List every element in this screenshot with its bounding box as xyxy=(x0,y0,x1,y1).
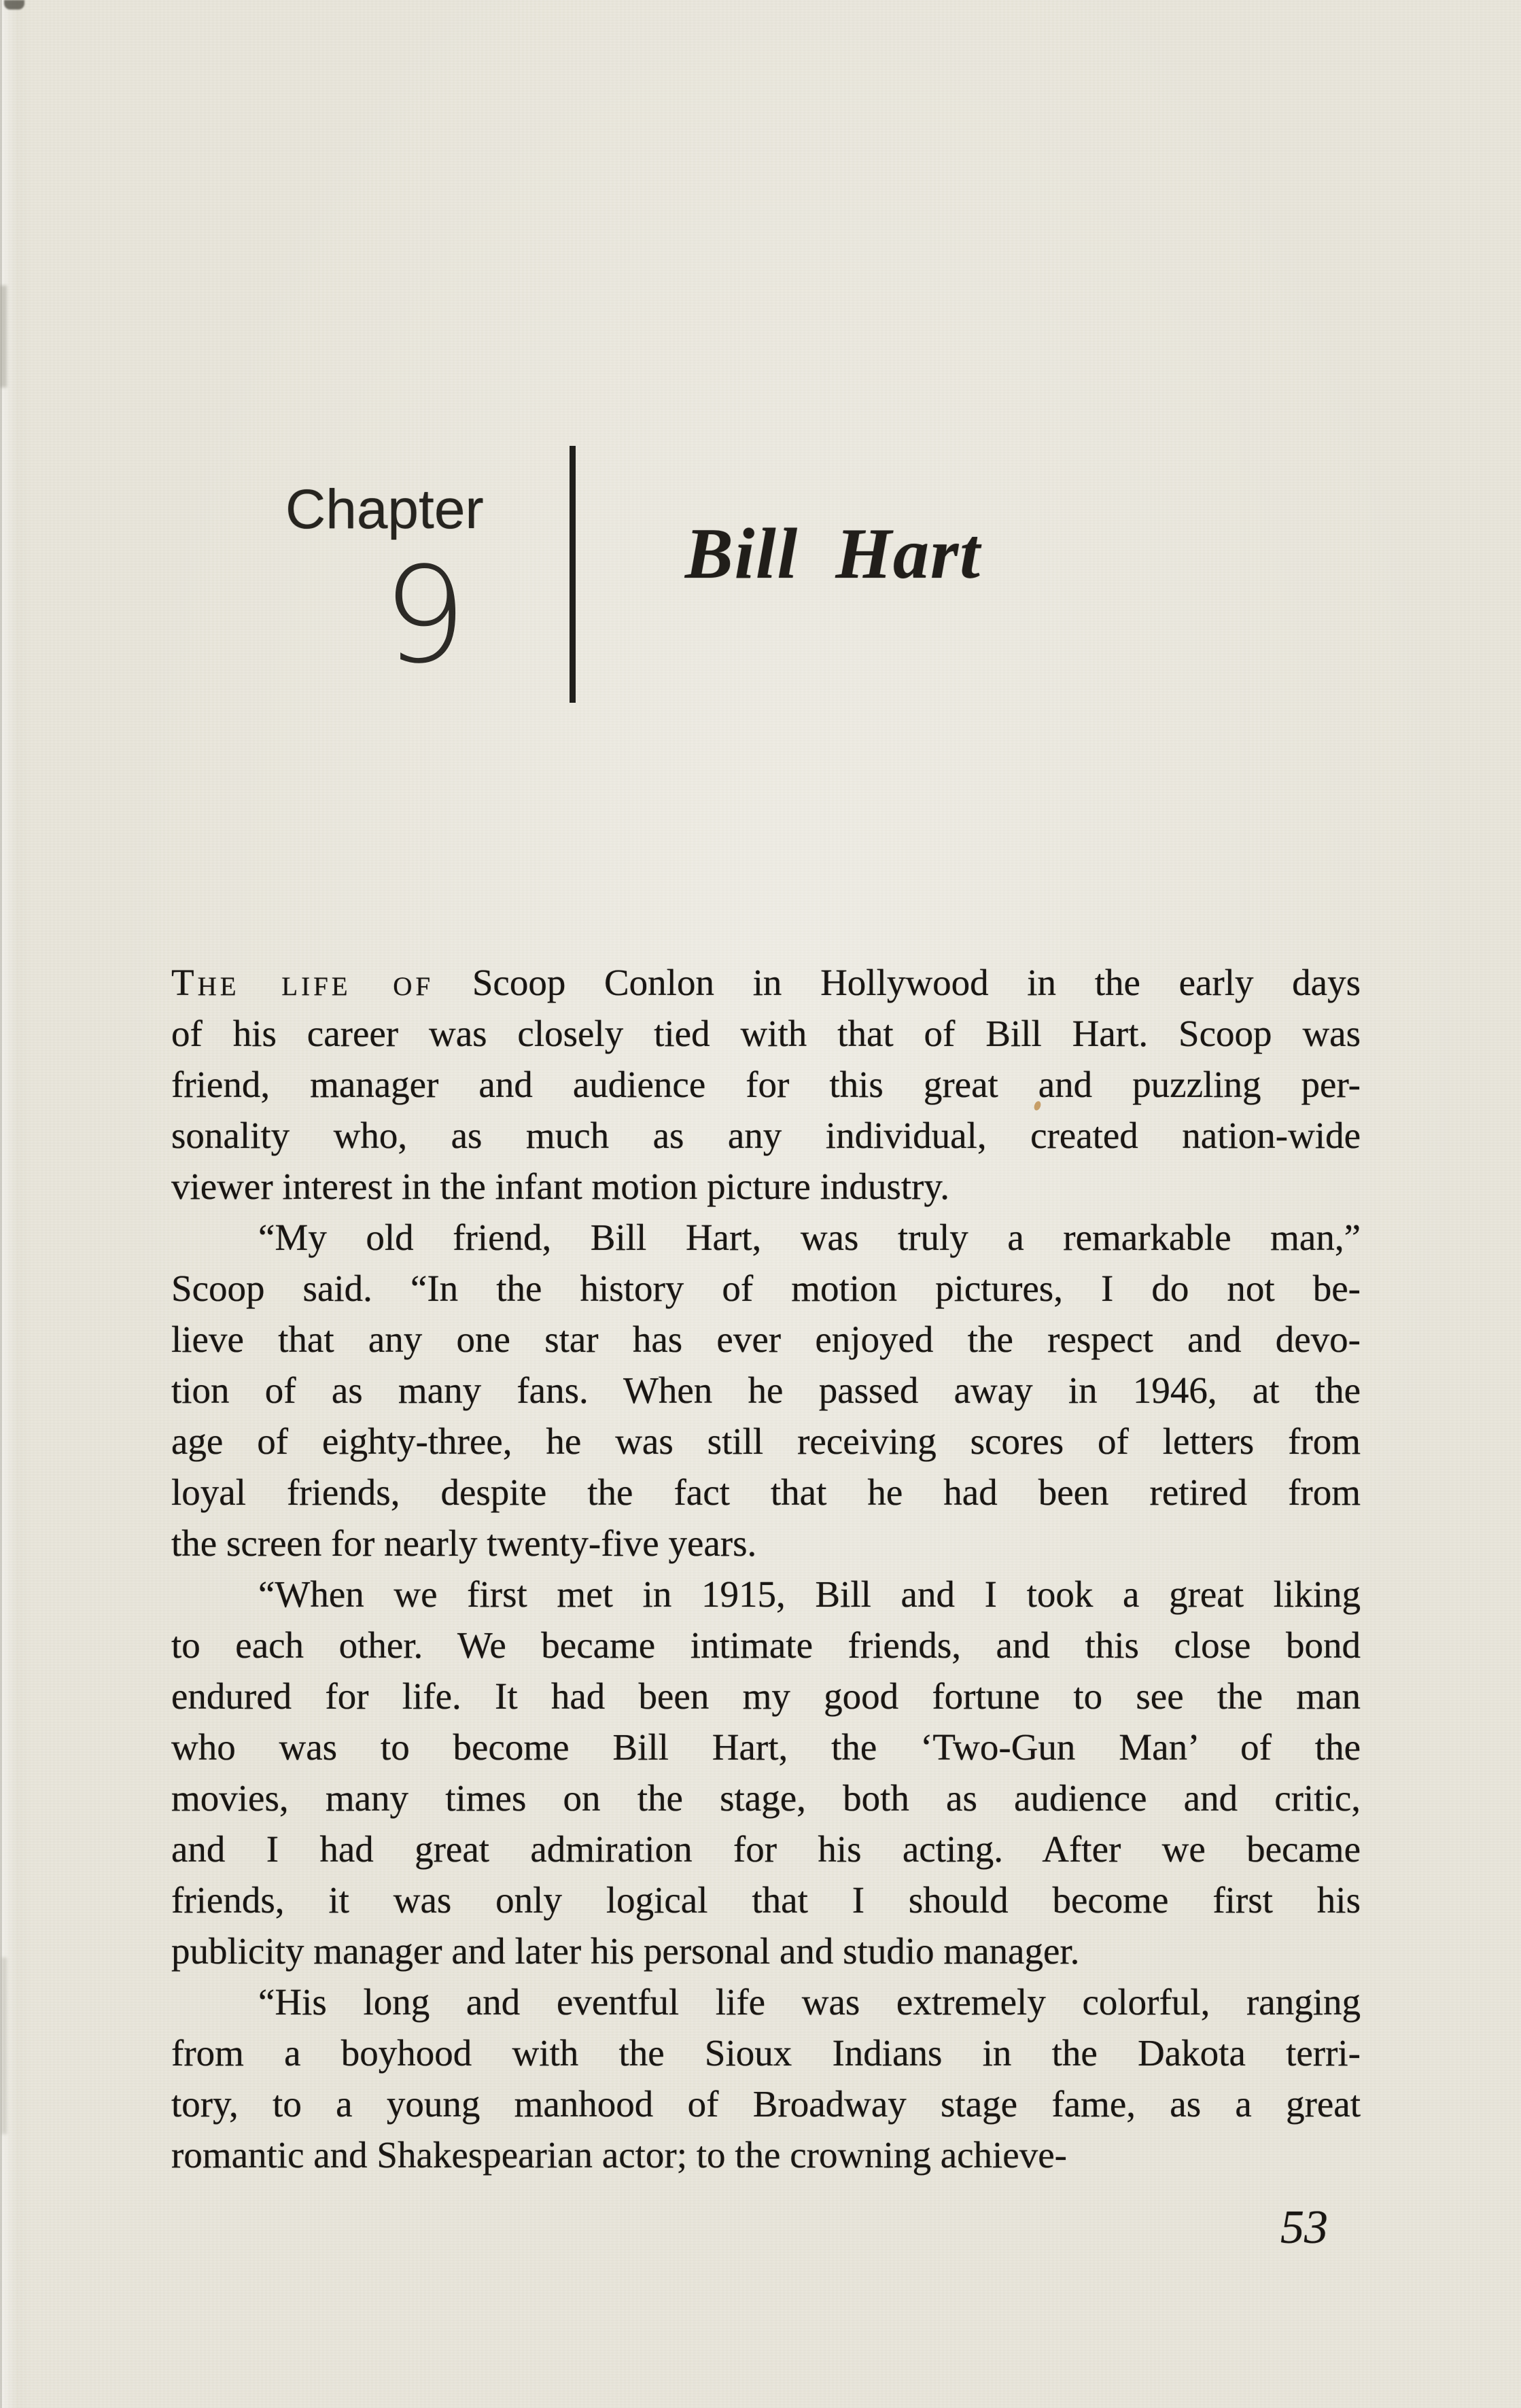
body-text xyxy=(171,957,1361,2180)
chapter-label: Chapter xyxy=(285,478,484,540)
text-line: of his career was closely tied with that of Bill Hart. Scoop was xyxy=(171,1013,1361,1054)
paragraph xyxy=(171,1569,1361,1976)
text-line: “My old friend, Bill Hart, was truly a remarkable man,” xyxy=(258,1217,1361,1258)
text-line: who was to become Bill Hart, the ‘Two-Gun Man’ of the xyxy=(171,1726,1361,1768)
chapter-number: 9 xyxy=(382,538,468,693)
chapter-title: Bill Hart xyxy=(685,514,981,593)
text-line: sonality who, as much as any individual, created nation-wide xyxy=(171,1115,1361,1156)
paragraph xyxy=(171,1976,1361,2180)
text-line: loyal friends, despite the fact that he had been retired from xyxy=(171,1471,1361,1513)
text-run: Scoop Conlon in Hollywood in the early days xyxy=(472,962,1361,1003)
text-line: publicity manager and later his personal and studio manager. xyxy=(171,1930,1080,1972)
text-line: the screen for nearly twenty-five years. xyxy=(171,1522,757,1564)
header-rule xyxy=(570,446,576,703)
text-line: from a boyhood with the Sioux Indians in the Dakota terri- xyxy=(171,2032,1361,2074)
text-line: to each other. We became intimate friends, and this close bond xyxy=(171,1624,1361,1666)
text-line: lieve that any one star has ever enjoyed the respect and devo- xyxy=(171,1319,1361,1360)
text-line: tion of as many fans. When he passed away in 1946, at the xyxy=(171,1369,1361,1411)
text-line: tory, to a young manhood of Broadway stage fame, as a great xyxy=(171,2083,1361,2125)
text-line xyxy=(171,957,1361,1008)
scan-artifact-corner xyxy=(4,0,24,10)
text-line: friends, it was only logical that I should become first his xyxy=(171,1879,1361,1921)
scan-artifact-smudge xyxy=(1,1957,7,2134)
text-line: “His long and eventful life was extremely colorful, ranging xyxy=(258,1981,1361,2023)
text-line: viewer interest in the infant motion picture industry. xyxy=(171,1166,950,1207)
text-line: endured for life. It had been my good fortune to see the man xyxy=(171,1675,1361,1717)
paragraph xyxy=(171,957,1361,1212)
page-number: 53 xyxy=(1280,2201,1328,2254)
scan-artifact-smudge xyxy=(0,285,7,387)
small-caps-lead: The life of xyxy=(171,962,434,1003)
text-line: romantic and Shakespearian actor; to the crowning achieve- xyxy=(171,2134,1067,2176)
text-line: “When we first met in 1915, Bill and I took a great liking xyxy=(258,1573,1361,1615)
text-line: age of eighty-three, he was still receiving scores of letters from xyxy=(171,1420,1361,1462)
text-line: and I had great admiration for his acting. After we became xyxy=(171,1828,1361,1870)
text-line: friend, manager and audience for this great and puzzling per- xyxy=(171,1064,1361,1105)
text-line: Scoop said. “In the history of motion pictures, I do not be- xyxy=(171,1268,1361,1309)
text-line: movies, many times on the stage, both as audience and critic, xyxy=(171,1777,1361,1819)
paragraph xyxy=(171,1212,1361,1569)
